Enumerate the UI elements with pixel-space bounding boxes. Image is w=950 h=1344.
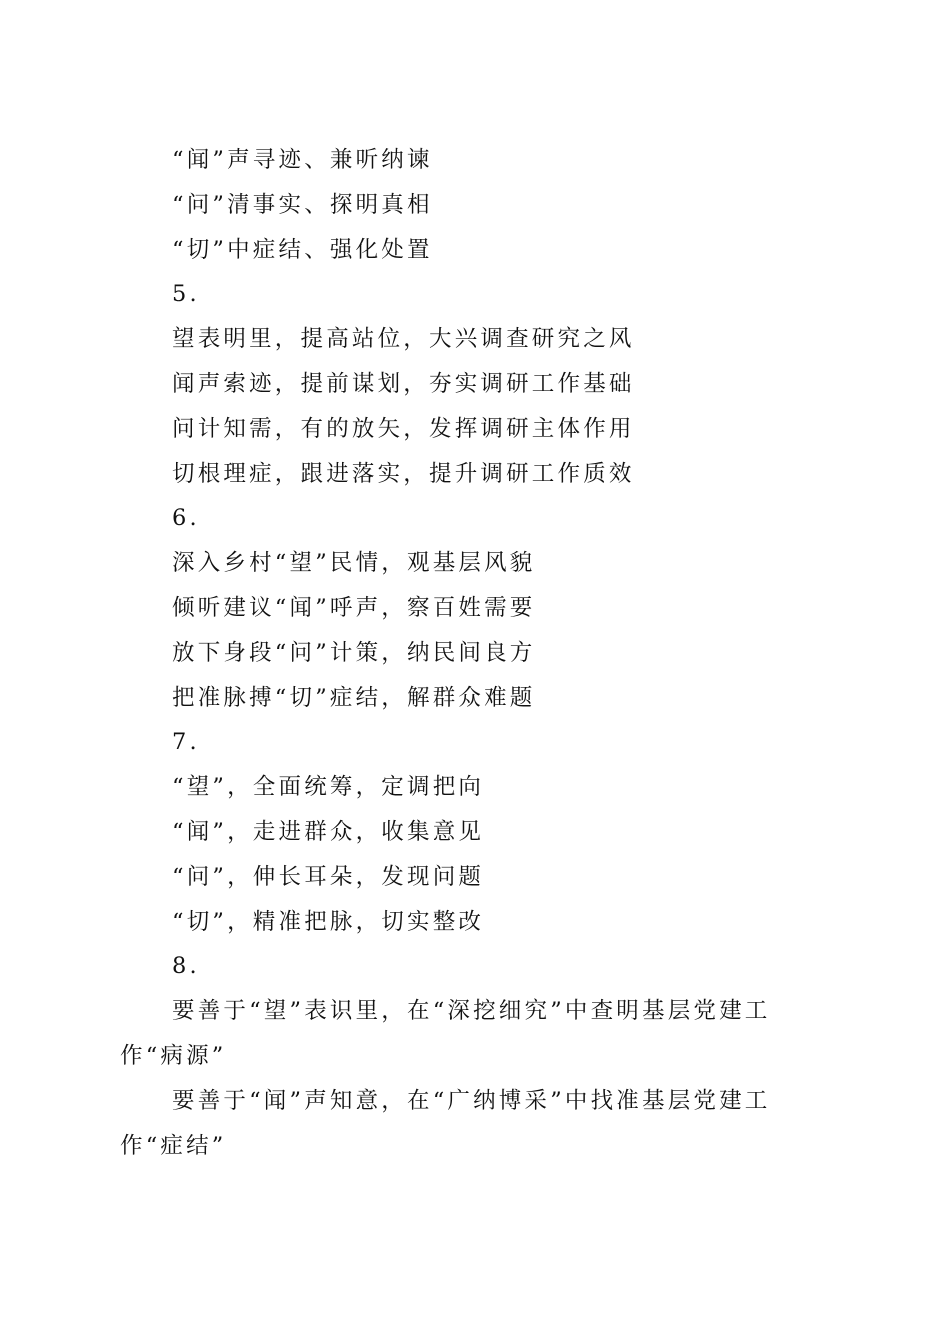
text-line: 切根理症，跟进落实，提升调研工作质效 xyxy=(172,460,635,487)
text-line: “切”中症结、强化处置 xyxy=(172,236,433,263)
text-line: 望表明里，提高站位，大兴调查研究之风 xyxy=(172,326,635,353)
document-body xyxy=(120,138,830,1168)
text-line: 深入乡村“望”民情，观基层风貌 xyxy=(172,550,536,577)
paragraph: 要善于“闻”声知意，在“广纳博采”中找准基层党建工作“症结” xyxy=(120,1087,771,1159)
text-line: “闻”，走进群众，收集意见 xyxy=(172,818,485,845)
text-line: “问”清事实、探明真相 xyxy=(172,191,433,218)
section-number: 8. xyxy=(172,953,200,980)
text-line: 把准脉搏“切”症结，解群众难题 xyxy=(172,684,536,711)
text-line: “望”，全面统筹，定调把向 xyxy=(172,774,485,801)
section-number: 5. xyxy=(172,281,200,308)
section-number: 6. xyxy=(172,505,200,532)
section-number: 7. xyxy=(172,729,200,756)
text-line: “问”，伸长耳朵，发现问题 xyxy=(172,863,485,890)
text-line: 倾听建议“闻”呼声，察百姓需要 xyxy=(172,594,536,621)
paragraph: 要善于“望”表识里，在“深挖细究”中查明基层党建工作“病源” xyxy=(120,998,771,1069)
text-line: 问计知需，有的放矢，发挥调研主体作用 xyxy=(172,415,635,442)
text-line: 闻声索迹，提前谋划，夯实调研工作基础 xyxy=(172,370,635,397)
text-line: “切”，精准把脉，切实整改 xyxy=(172,908,485,935)
text-line: 放下身段“问”计策，纳民间良方 xyxy=(172,639,536,666)
text-line: “闻”声寻迹、兼听纳谏 xyxy=(172,147,433,173)
